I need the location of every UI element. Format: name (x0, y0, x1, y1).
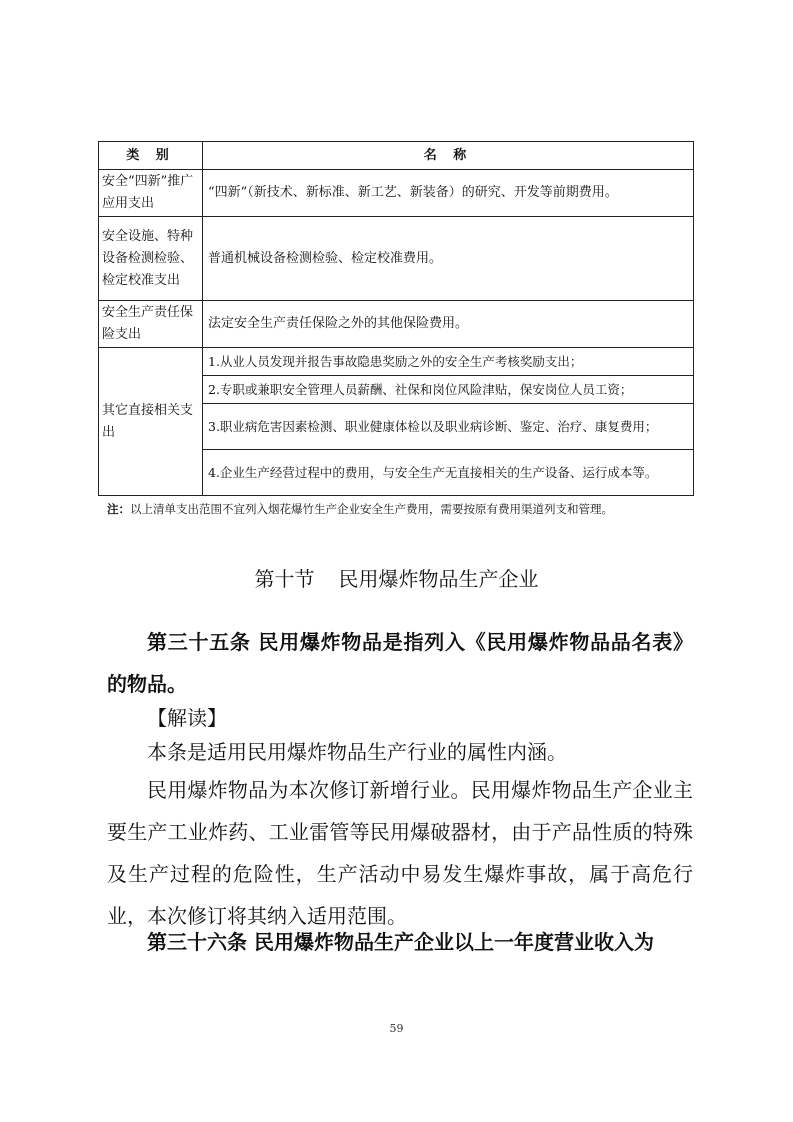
row-category: 安全生产责任保险支出 (99, 301, 203, 348)
row-name: 普通机械设备检测检验、检定校准费用。 (203, 217, 694, 301)
table-row (99, 348, 694, 376)
other-item: 1.从业人员发现并报告事故隐患奖励之外的安全生产考核奖励支出； (203, 348, 694, 376)
section-heading (0, 564, 793, 594)
row-name: “四新”（新技术、新标准、新工艺、新装备）的研究、开发等前期费用。 (203, 170, 694, 217)
expense-table (98, 141, 694, 496)
header-category: 类 别 (99, 142, 203, 170)
table-note (107, 499, 693, 520)
interpretation-label: 【解读】 (147, 706, 227, 730)
article-36: 第三十六条 民用爆炸物品生产企业以上一年度营业收入为 (147, 930, 654, 954)
row-name: 法定安全生产责任保险之外的其他保险费用。 (203, 301, 694, 348)
note-text: 以上清单支出范围不宜列入烟花爆竹生产企业安全生产费用，需要按原有费用渠道列支和管理。 (130, 502, 613, 516)
paragraph-scope: 本条是适用民用爆炸物品生产行业的属性内涵。 (147, 740, 567, 764)
other-item: 4.企业生产经营过程中的费用，与安全生产无直接相关的生产设备、运行成本等。 (203, 450, 694, 496)
table-row (99, 217, 694, 301)
other-item: 3.职业病危害因素检测、职业健康体检以及职业病诊断、鉴定、治疗、康复费用； (203, 404, 694, 450)
section-number: 第十节 (254, 567, 315, 591)
paragraph-explanation: 民用爆炸物品为本次修订新增行业。民用爆炸物品生产企业主要生产工业炸药、工业雷管等民用爆破器材，由于产品性质的特殊及生产过程的危险性，生产活动中易发生爆炸事故，属于高危行业，本次修订将其纳入适用范围。 (107, 778, 693, 928)
header-name: 名 称 (203, 142, 694, 170)
article-35: 第三十五条 民用爆炸物品是指列入《民用爆炸物品品名表》的物品。 (107, 630, 693, 696)
note-label: 注： (107, 502, 130, 516)
other-category: 其它直接相关支出 (99, 348, 203, 496)
row-category: 安全“四新”推广应用支出 (99, 170, 203, 217)
row-category: 安全设施、特种设备检测检验、检定校准支出 (99, 217, 203, 301)
page-number: 59 (389, 1022, 404, 1035)
other-item: 2.专职或兼职安全管理人员薪酬、社保和岗位风险津贴，保安岗位人员工资； (203, 376, 694, 404)
table-row (99, 301, 694, 348)
section-title: 民用爆炸物品生产企业 (338, 567, 539, 591)
table-row (99, 170, 694, 217)
